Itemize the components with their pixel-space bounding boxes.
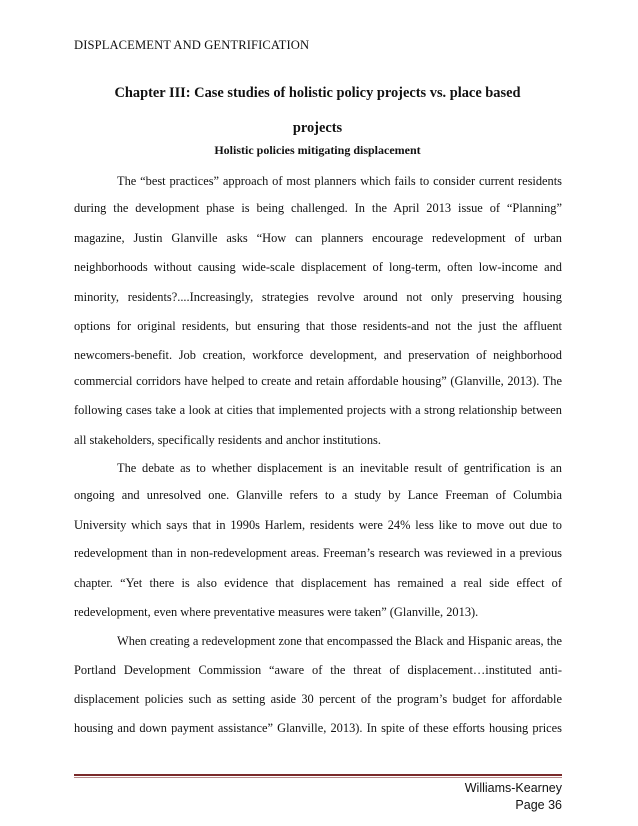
body-line: minority, residents?....Increasingly, strategies revolve around not only preserving housing	[74, 290, 562, 304]
body-line: following cases take a look at cities that implemented projects with a strong relationship between	[74, 403, 562, 417]
body-line: The “best practices” approach of most planners which fails to consider current residents	[117, 174, 562, 188]
body-line: The debate as to whether displacement is an inevitable result of gentrification is an	[117, 461, 562, 475]
running-header: DISPLACEMENT AND GENTRIFICATION	[74, 38, 310, 52]
body-line: newcomers-benefit. Job creation, workforce development, and preservation of neighborhood	[74, 348, 562, 362]
body-line: Portland Development Commission “aware of the threat of displacement…instituted anti-	[74, 663, 562, 677]
chapter-title	[74, 76, 561, 146]
body-line: options for original residents, but ensuring that those residents-and not the just the affluent	[74, 319, 562, 333]
body-line: all stakeholders, specifically residents and anchor institutions.	[74, 433, 381, 447]
body-line: displacement policies such as setting aside 30 percent of the program’s budget for affordable	[74, 692, 562, 706]
body-line: University which says that in 1990s Harlem, residents were 24% less like to move out due to	[74, 518, 562, 532]
page-number: Page 36	[515, 798, 562, 812]
footer-divider	[74, 774, 562, 776]
body-line: redevelopment, even where preventative measures were taken” (Glanville, 2013).	[74, 605, 479, 619]
body-line: redevelopment than in non-redevelopment areas. Freeman’s research was reviewed in a previous	[74, 546, 562, 560]
chapter-title-line-1: Chapter III: Case studies of holistic policy projects vs. place based	[114, 85, 521, 101]
body-line: ongoing and unresolved one. Glanville refers to a study by Lance Freeman of Columbia	[74, 488, 562, 502]
footer-author: Williams-Kearney	[464, 781, 562, 795]
body-line: neighborhoods without causing wide-scale displacement of long-term, often low-income and	[74, 260, 562, 274]
body-line: commercial corridors have helped to create and retain affordable housing” (Glanville, 2013). The	[74, 374, 562, 388]
body-line: during the development phase is being challenged. In the April 2013 issue of “Planning”	[74, 201, 562, 215]
body-line: When creating a redevelopment zone that encompassed the Black and Hispanic areas, the	[117, 634, 562, 648]
body-line: magazine, Justin Glanville asks “How can planners encourage redevelopment of urban	[74, 231, 562, 245]
body-line: housing and down payment assistance” Glanville, 2013). In spite of these efforts housing prices	[74, 721, 562, 735]
body-line: chapter. “Yet there is also evidence that displacement has remained a real side effect of	[74, 576, 562, 590]
footer-divider-secondary	[74, 777, 562, 778]
chapter-title-line-2: projects	[292, 120, 343, 136]
section-heading: Holistic policies mitigating displacement	[214, 143, 421, 157]
